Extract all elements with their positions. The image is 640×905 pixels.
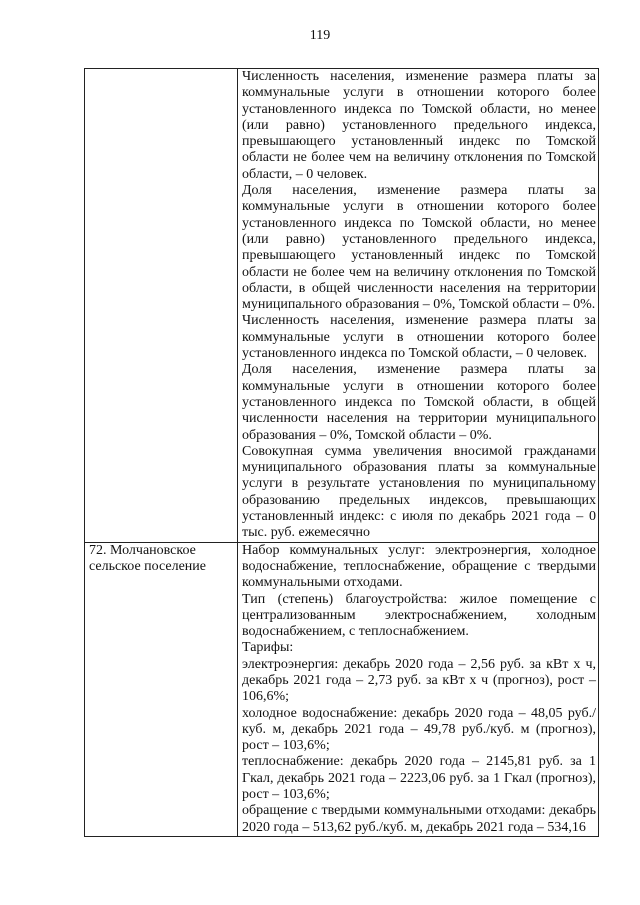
paragraph: холодное водоснабжение: декабрь 2020 года – 48,05 руб./куб. м, декабрь 2021 года – 49,78 руб./куб. м (прогноз), рост – 103,6%;: [242, 705, 596, 754]
paragraph: Численность населения, изменение размера платы за коммунальные услуги в отношении которого более установленного индекса по Томской области, но менее (или равно) установленного предельного индекса, превышающего установленный индекс по Томской области не более чем на величину отклонения по Томской области, – 0 человек.: [242, 69, 596, 182]
municipality-cell: 72. Молчановское сельское поселение: [85, 542, 238, 836]
description-cell: [238, 542, 599, 836]
municipality-cell: [85, 69, 238, 543]
paragraph: электроэнергия: декабрь 2020 года – 2,56 руб. за кВт х ч, декабрь 2021 года – 2,73 руб. за кВт х ч (прогноз), рост – 106,6%;: [242, 656, 596, 705]
page-number: 119: [309, 28, 331, 43]
paragraph: Набор коммунальных услуг: электроэнергия, холодное водоснабжение, теплоснабжение, обращение с твердыми коммунальными отходами.: [242, 542, 596, 591]
paragraph: Доля населения, изменение размера платы за коммунальные услуги в отношении которого более установленного индекса по Томской области, но менее (или равно) установленного предельного индекса, превышающего установленный индекс по Томской области не более чем на величину отклонения по Томской области, в общей численности населения на территории муниципального образования – 0%, Томской области – 0%.: [242, 183, 596, 313]
table-row: [85, 69, 599, 543]
paragraph: Доля населения, изменение размера платы за коммунальные услуги в отношении которого более установленного индекса по Томской области, в общей численности населения на территории муниципального образования – 0%, Томской области – 0%.: [242, 362, 596, 443]
table-row: [85, 542, 599, 836]
paragraph: Тип (степень) благоустройства: жилое помещение с централизованным электроснабжением, холодным водоснабжением, с теплоснабжением.: [242, 591, 596, 640]
document-table: [84, 68, 599, 837]
paragraph: Численность населения, изменение размера платы за коммунальные услуги в отношении которого более установленного индекса по Томской области, – 0 человек.: [242, 313, 596, 362]
paragraph: теплоснабжение: декабрь 2020 года – 2145,81 руб. за 1 Гкал, декабрь 2021 года – 2223,06 руб. за 1 Гкал (прогноз), рост – 103,6%;: [242, 754, 596, 803]
description-cell: [238, 69, 599, 543]
paragraph: обращение с твердыми коммунальными отходами: декабрь 2020 года – 513,62 руб./куб. м, декабрь 2021 года – 534,16: [242, 803, 596, 835]
paragraph: Тарифы:: [242, 640, 294, 656]
paragraph: Совокупная сумма увеличения вносимой гражданами муниципального образования платы за коммунальные услуги в результате установления по муниципальному образованию предельных индексов, превышающих установленный индекс: с июля по декабрь 2021 года – 0 тыс. руб. ежемесячно: [242, 443, 596, 541]
